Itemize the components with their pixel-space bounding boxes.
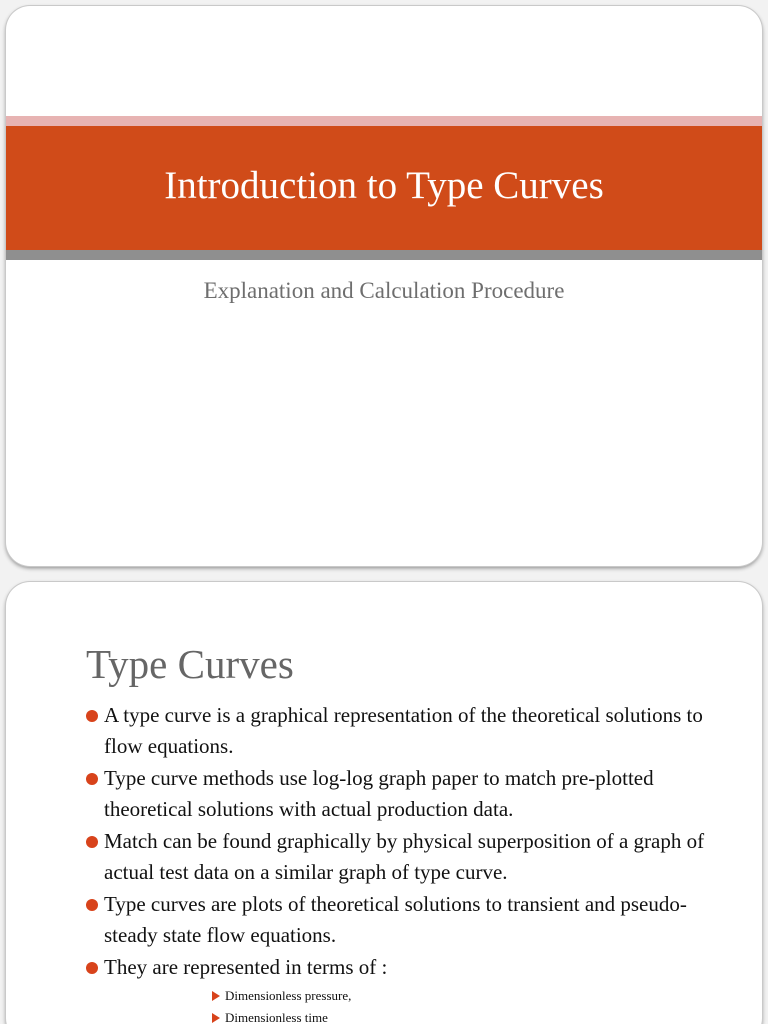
arrow-right-icon <box>212 1013 220 1023</box>
bullet-item <box>86 700 726 762</box>
bullet-item <box>86 889 726 951</box>
bullet-text: Match can be found graphically by physical superposition of a graph of actual test data on a similar graph of type curve. <box>104 829 705 884</box>
bullet-dot-icon <box>86 962 98 974</box>
bullet-text: They are represented in terms of : <box>104 955 388 979</box>
bullet-item <box>86 952 726 983</box>
slide-heading: Type Curves <box>86 641 294 687</box>
bullet-list <box>86 700 726 984</box>
title-band <box>6 126 762 250</box>
sub-bullet-item <box>212 985 351 1007</box>
sub-bullet-text: Dimensionless time <box>225 1010 328 1024</box>
bullet-dot-icon <box>86 773 98 785</box>
sub-bullet-list <box>212 985 351 1024</box>
sub-bullet-item <box>212 1007 351 1024</box>
content-slide <box>6 582 762 1024</box>
bullet-text: A type curve is a graphical representation of the theoretical solutions to flow equations. <box>104 703 703 758</box>
bullet-text: Type curves are plots of theoretical solutions to transient and pseudo-steady state flow equations. <box>104 892 687 947</box>
bullet-dot-icon <box>86 836 98 848</box>
bullet-item <box>86 763 726 825</box>
bullet-dot-icon <box>86 899 98 911</box>
sub-bullet-text: Dimensionless pressure, <box>225 988 352 1003</box>
slide-subtitle: Explanation and Calculation Procedure <box>203 278 565 303</box>
bullet-item <box>86 826 726 888</box>
bullet-dot-icon <box>86 710 98 722</box>
title-band-top-stripe <box>6 116 762 126</box>
arrow-right-icon <box>212 991 220 1001</box>
title-band-bottom-stripe <box>6 250 762 260</box>
slide-title: Introduction to Type Curves <box>164 163 604 207</box>
bullet-text: Type curve methods use log-log graph paper to match pre-plotted theoretical solutions with actual production data. <box>104 766 654 821</box>
title-slide <box>6 6 762 566</box>
